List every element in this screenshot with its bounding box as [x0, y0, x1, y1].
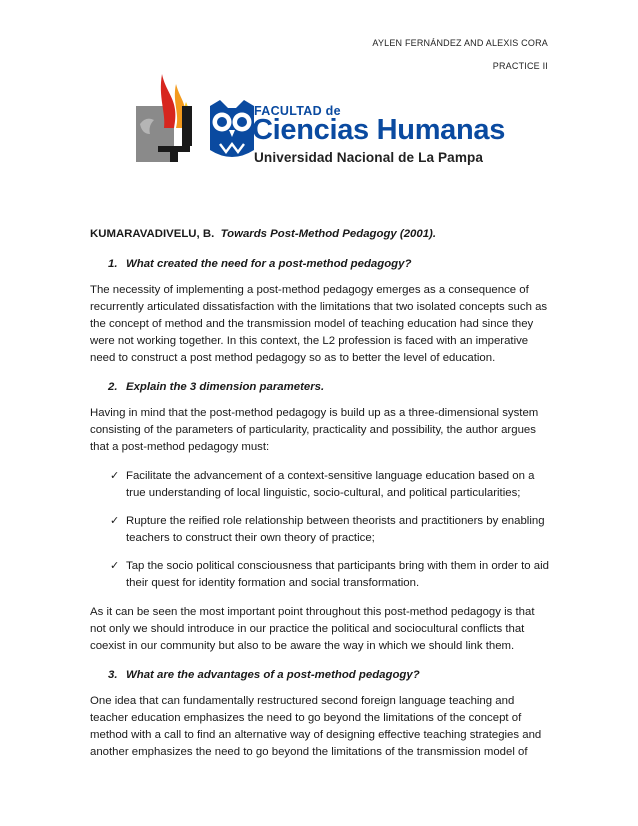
list-item [90, 513, 550, 547]
question-1 [108, 256, 550, 273]
question-text: Explain the 3 dimension parameters. [126, 381, 325, 393]
answer-paragraph-3: One idea that can fundamentally restructured second foreign language teaching and teacher education emphasizes the need to go beyond the limitations of the concept of method with a call to find an alternative way of designing effective teaching strategies and another emphasizes the need to go beyond the limitations of the transmission model of [90, 695, 542, 758]
question-3 [108, 667, 550, 684]
question-text: What are the advantages of a post-method pedagogy? [126, 669, 420, 681]
checkmark-icon: ✓ [110, 470, 120, 482]
question-number: 2. [108, 381, 118, 393]
question-number: 1. [108, 258, 118, 270]
list-item-text: Tap the socio political consciousness that participants bring with them in order to aid their quest for identity formation and social transformation. [126, 560, 549, 589]
list-item-text: Rupture the reified role relationship between theorists and practitioners by enabling teachers to construct their own theory of practice; [126, 515, 545, 544]
question-2 [108, 379, 550, 396]
logo-faculty-prefix: FACULTAD de [254, 104, 341, 118]
checkmark-icon: ✓ [110, 515, 120, 527]
list-item [90, 468, 550, 502]
checkmark-icon: ✓ [110, 560, 120, 572]
title-work: Towards Post-Method Pedagogy (2001). [220, 228, 436, 240]
logo-university-name: Universidad Nacional de La Pampa [254, 150, 484, 165]
question-number: 3. [108, 669, 118, 681]
header-authors: AYLEN FERNÁNDEZ AND ALEXIS CORA [372, 38, 548, 48]
checklist [90, 468, 550, 592]
list-item [90, 558, 550, 592]
document-body [90, 226, 550, 773]
answer-intro-2: Having in mind that the post-method pedagogy is build up as a three-dimensional system consisting of the parameters of particularity, practicality and possibility, the author argues that a post-method pedagogy must: [90, 407, 539, 453]
answer-outro-2: As it can be seen the most important point throughout this post-method pedagogy is that not only we should introduce in our practice the political and sociocultural conflicts that coexist in our community but also to be aware the way in which we should link them. [90, 606, 535, 652]
logo-faculty-name: Ciencias Humanas [252, 114, 506, 146]
question-text: What created the need for a post-method pedagogy? [126, 258, 412, 270]
answer-paragraph-1: The necessity of implementing a post-method pedagogy emerges as a consequence of recurrently articulated dissatisfaction with the limitations that two isolated concepts such as the concept of method and the transmission model of teaching education had since they were not working together. In this context, the L2 profession is faced with an imperative need to construct a post method pedagogy so as to better the level of education. [90, 284, 548, 364]
header-course: PRACTICE II [492, 61, 548, 71]
list-item-text: Facilitate the advancement of a context-sensitive language education based on a true understanding of local linguistic, socio-cultural, and political particularities; [126, 470, 535, 499]
title-author: KUMARAVADIVELU, B. [90, 228, 215, 240]
document-title [90, 226, 550, 243]
